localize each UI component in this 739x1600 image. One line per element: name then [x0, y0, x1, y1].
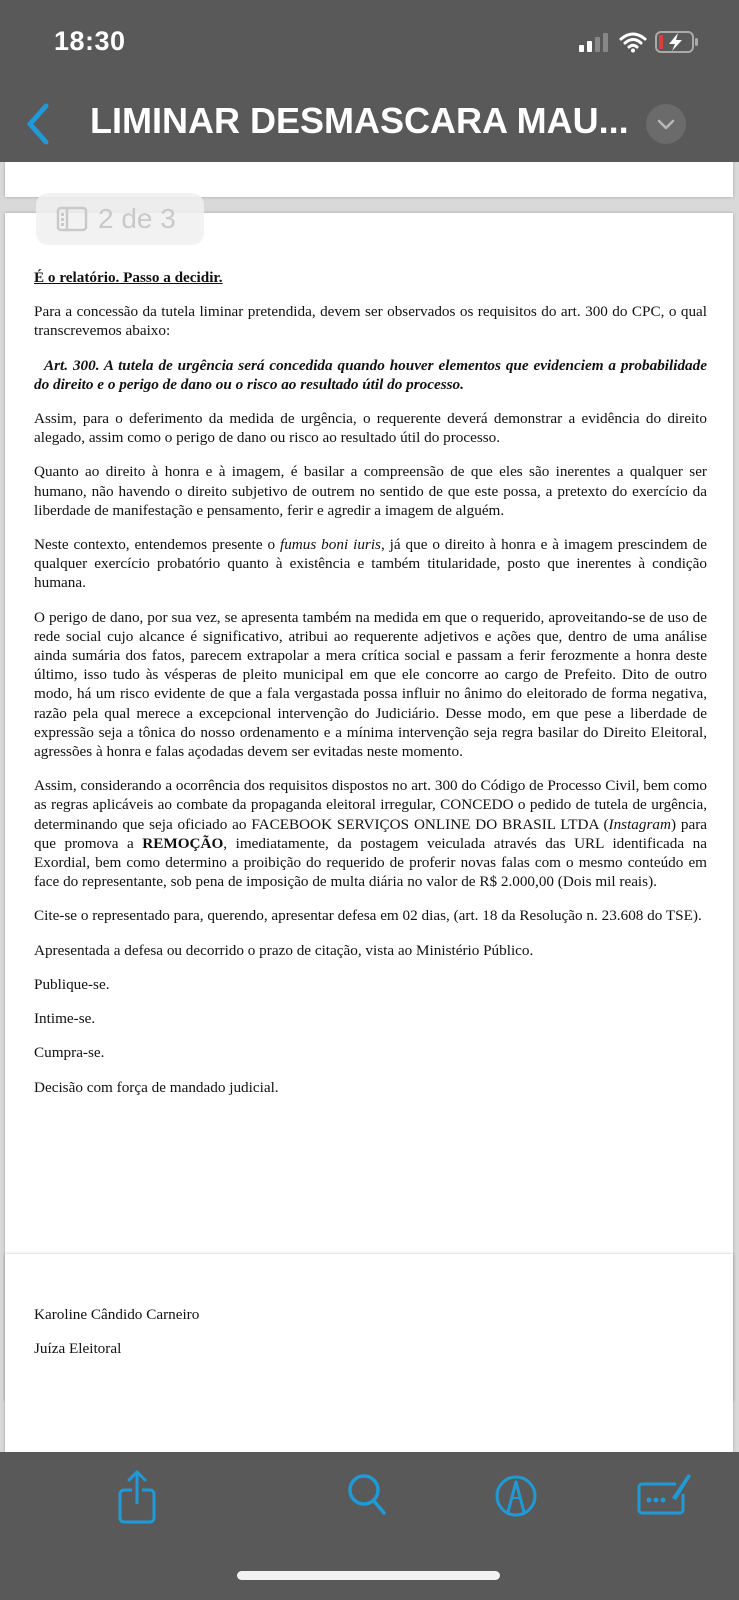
- document-viewer[interactable]: [0, 162, 739, 1452]
- title-menu-button[interactable]: [646, 104, 686, 144]
- signature-role: Juíza Eleitoral: [34, 1340, 122, 1357]
- paragraph: Intime-se.: [34, 1010, 96, 1028]
- chevron-left-icon: [20, 98, 56, 150]
- home-indicator[interactable]: [237, 1571, 500, 1580]
- sidebar-thumbnails-icon: [56, 206, 88, 232]
- signature-button[interactable]: [636, 1468, 700, 1520]
- paragraph: Para a concessão da tutela liminar pretendida, devem ser observados os requisitos do art. 300 do CPC, o qual transcrevemos abaixo:: [34, 303, 707, 340]
- wifi-icon: [619, 31, 647, 53]
- signature-icon: [636, 1468, 700, 1524]
- status-bar: [0, 0, 739, 90]
- current-page: [5, 213, 733, 1401]
- share-icon: [114, 1468, 166, 1528]
- emphasis-removal: REMOÇÃO: [142, 834, 224, 852]
- quoted-article: Art. 300. A tutela de urgência será concedida quando houver elementos que evidenciem a probabilidade do direito e o perigo de dano ou o risco ao resultado útil do processo.: [34, 356, 707, 393]
- chevron-down-icon: [646, 104, 686, 144]
- paragraph: Apresentada a defesa ou decorrido o prazo de citação, vista ao Ministério Público.: [34, 941, 534, 959]
- search-icon: [344, 1468, 396, 1524]
- text-span: ) para que promova a: [34, 815, 707, 852]
- paragraph: Publique-se.: [34, 975, 110, 993]
- battery-charging-low-icon: [655, 30, 699, 54]
- text-span: , já que o direito à honra e à imagem prescindem de qualquer exercício probatório quanto à existência e também titularidade, posto que inerentes à condição humana.: [34, 536, 707, 592]
- latin-term: fumus boni iuris: [279, 536, 381, 554]
- paragraph: O perigo de dano, por sua vez, se apresenta também na medida em que o requerido, aproveitando-se de uso de rede social cujo alcance é significativo, atribui ao requerente adjetivos e ações que, dentro de uma análise ainda sumária dos fatos, parecem extrapolar a mera crítica social e passam a ferir ferozmente a honra deste último, isso tudo às vésperas de pleito municipal em que ele concorre ao cargo de Prefeito. Dito de outro modo, há um risco evidente de que a fala vergastada possa influir no ânimo do eleitorado de forma negativa, razão pela qual merece a excepcional intervenção do Judiciário. Desse modo, em que pese a liberdade de expressão seja a tônica do nosso ordenamento e a mínima intervenção seja regra basilar do Direito Eleitoral, agressões à honra e falas açodadas devem ser evitadas neste momento.: [34, 608, 707, 761]
- document-title: LIMINAR DESMASCARA MAU...: [90, 100, 629, 141]
- text-span: Neste contexto, entendemos presente o: [34, 536, 280, 554]
- paragraph: [34, 535, 707, 593]
- paragraph: Assim, para o deferimento da medida de urgência, o requerente deverá demonstrar a evidência do direito alegado, assim como o perigo de dano ou risco ao resultado útil do processo.: [34, 410, 707, 447]
- paragraph: Decisão com força de mandado judicial.: [34, 1078, 279, 1096]
- paragraph: Quanto ao direito à honra e à imagem, é basilar a compreensão de que eles são inerentes a qualquer ser humano, não havendo o direito subjetivo de outrem no sentido de que este possa, a pretexto do exercício da liberdade de manifestação e pensamento, ferir e agredir a imagem de alguém.: [34, 463, 707, 519]
- back-button[interactable]: [20, 98, 56, 150]
- signal-bars-icon: [579, 32, 611, 52]
- text-span: Assim, considerando a ocorrência dos requisitos dispostos no art. 300 do Código de Processo Civil, bem como as regras aplicáveis ao combate da propaganda eleitoral irregular, CONCEDO o pedido de tutela de urgência, determinando que seja oficiado ao FACEBOOK SERVIÇOS ONLINE DO BRASIL LTDA (: [34, 777, 707, 833]
- markup-button[interactable]: [490, 1468, 542, 1520]
- page-indicator[interactable]: [36, 193, 204, 245]
- signature-name: Karoline Cândido Carneiro: [34, 1306, 200, 1323]
- next-page: [5, 1254, 733, 1452]
- text-span: , imediatamente, da postagem veiculada através das URL identificada na Exordial, bem como determino a proibição do requerido de proferir novas falas com o mesmo conteúdo em face do representante, sob pena de imposição de multa diária no valor de R$ 2.000,00 (Dois mil reais).: [34, 834, 707, 891]
- status-icons: [579, 30, 699, 54]
- search-button[interactable]: [344, 1468, 396, 1520]
- section-heading: É o relatório. Passo a decidir.: [34, 269, 223, 286]
- paragraph: [34, 776, 707, 891]
- navigation-bar: [0, 90, 739, 162]
- page-indicator-label: 2 de 3: [98, 203, 176, 234]
- previous-page: [5, 162, 733, 197]
- paragraph: Cite-se o representado para, querendo, apresentar defesa em 02 dias, (art. 18 da Resolução n. 23.608 do TSE).: [34, 907, 702, 925]
- share-button[interactable]: [114, 1468, 166, 1520]
- paragraph: Cumpra-se.: [34, 1044, 105, 1062]
- status-time: 18:30: [54, 26, 126, 56]
- platform-name: Instagram: [608, 815, 671, 833]
- markup-pen-icon: [490, 1468, 542, 1524]
- page-content: [34, 268, 707, 1112]
